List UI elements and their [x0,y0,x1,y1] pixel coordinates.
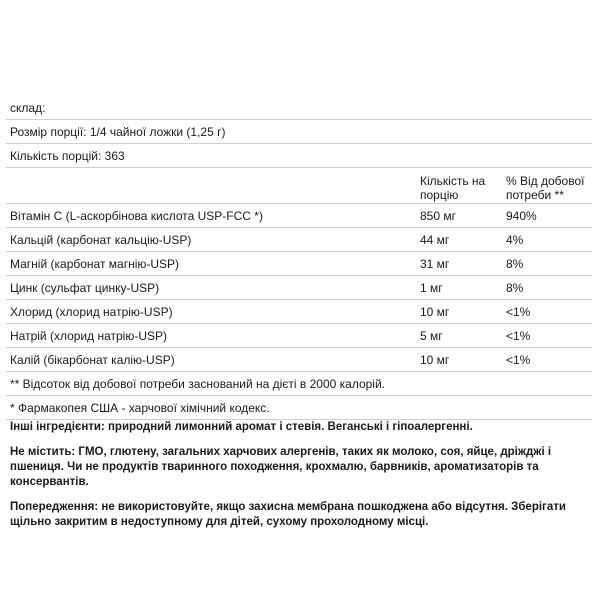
table-row [6,252,592,276]
servings-per-container: Кількість порцій: 363 [6,144,592,168]
footnote-usp: * Фармакопея США - харчової хімічний кодекс. [6,396,592,420]
nutrient-dv: 8% [506,256,524,271]
other-ingredients: Інші інгредієнти: природний лимонний аромат і стевія. Веганські і гіпоалергенні. [10,421,473,433]
nutrient-amount: 44 мг [420,232,450,247]
nutrient-dv: <1% [506,352,531,367]
footnote-daily-value: ** Відсоток від добової потреби заснований на дієті в 2000 калорій. [6,372,592,396]
header-nutrient [10,174,420,199]
nutrient-dv: <1% [506,328,531,343]
table-row [6,204,592,228]
column-header-row [6,168,592,204]
nutrient-name: Хлорид (хлорид натрію-USP) [10,304,173,319]
facts-heading: склад: [6,96,592,120]
nutrient-amount: 5 мг [420,328,443,343]
nutrient-dv: <1% [506,304,531,319]
table-row [6,324,592,348]
table-row [6,300,592,324]
serving-size: Розмір порції: 1/4 чайної ложки (1,25 г) [6,120,592,144]
nutrient-amount: 850 мг [420,208,456,223]
nutrient-name: Цинк (сульфат цинку-USP) [10,280,160,295]
table-row [6,276,592,300]
nutrient-amount: 31 мг [420,256,450,271]
nutrient-dv: 940% [506,208,537,223]
nutrient-amount: 1 мг [420,280,443,295]
header-amount: Кількість на порцію [420,174,486,202]
does-not-contain: Не містить: ГМО, глютену, загальних харчових алергенів, таких як молоко, соя, яйце, дріжджі і пшениця. Чи не продуктів тваринного походження, крохмалю, барвників, ароматизаторів та консервантів. [10,446,552,488]
nutrient-dv: 8% [506,280,524,295]
header-daily-value: % Від добової потреби ** [506,174,585,202]
nutrient-name: Натрій (хлорид натрію-USP) [10,328,168,343]
nutrient-amount: 10 мг [420,352,450,367]
product-notes [6,420,592,540]
warning: Попередження: не використовуйте, якщо захисна мембрана пошкоджена або відсутня. Зберігати щільно закритим в недоступному для дітей, сухому прохолодному місці. [10,501,566,528]
table-row [6,228,592,252]
table-row [6,348,592,372]
nutrient-name: Вітамін C (L-аскорбінова кислота USP-FCC *) [10,208,263,223]
nutrient-name: Кальцій (карбонат кальцію-USP) [10,232,192,247]
nutrient-name: Магній (карбонат магнію-USP) [10,256,180,271]
nutrient-name: Калій (бікарбонат калію-USP) [10,352,175,367]
nutrient-amount: 10 мг [420,304,450,319]
supplement-facts-table [6,96,592,420]
nutrient-dv: 4% [506,232,524,247]
